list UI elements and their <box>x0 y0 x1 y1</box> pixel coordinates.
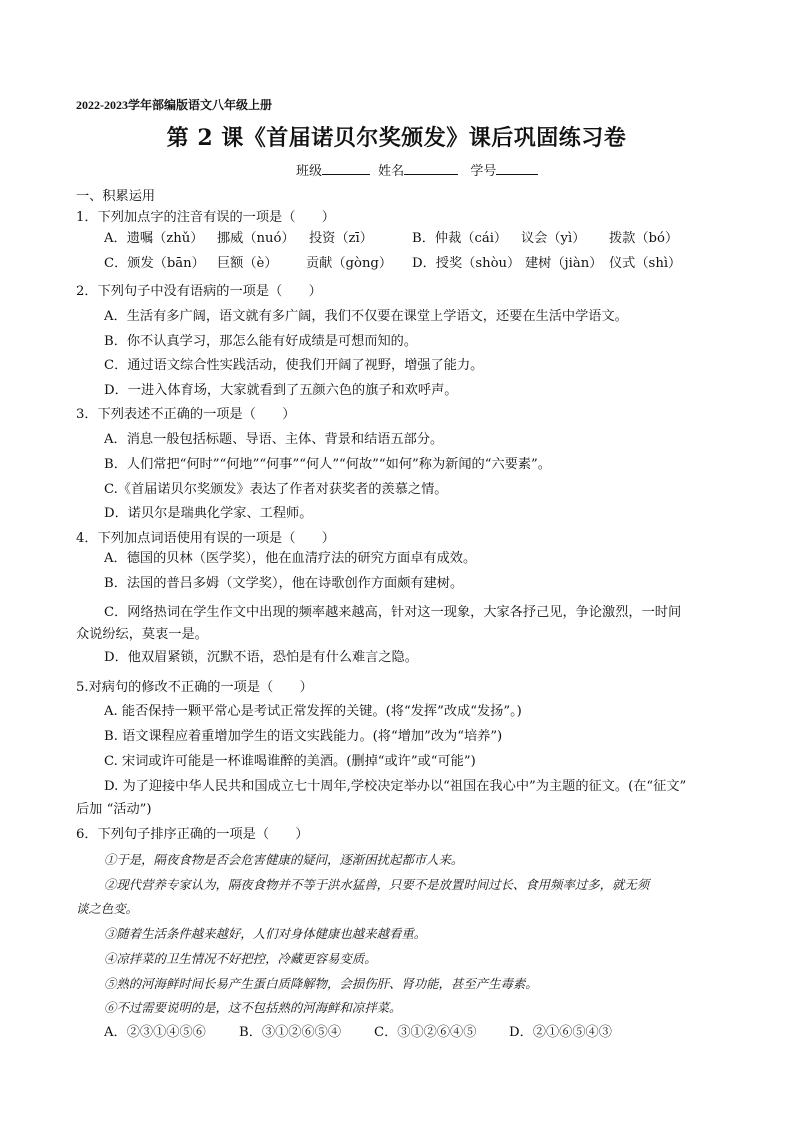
q5-option-b: B. 语文课程应着重增加学生的语文实践能力。(将“增加”改为“培养”) <box>104 729 503 744</box>
q2-option-b: B．你不认真学习，那怎么能有好成绩是可想而知的。 <box>104 334 418 349</box>
q6-stem: 6．下列句子排序正确的一项是（ ） <box>76 827 309 842</box>
q6-sentence-6: ⑥不过需要说明的是，这不包括熟的河海鲜和凉拌菜。 <box>104 1000 402 1015</box>
q4-option-b: B．法国的普吕多姆（文学奖），他在诗歌创作方面颇有建树。 <box>104 576 464 591</box>
q4-option-c-line2: 众说纷纭，莫衷一是。 <box>76 627 208 642</box>
q3-option-c: C.《首届诺贝尔奖颁发》表达了作者对获奖者的羡慕之情。 <box>104 482 448 497</box>
q2-option-c: C．通过语文综合性实践活动，使我们开阔了视野，增强了能力。 <box>104 358 484 373</box>
q1-a2: 挪威（nuó） <box>217 231 295 246</box>
q4-option-a: A．德国的贝林（医学奖），他在血清疗法的研究方面卓有成效。 <box>104 551 477 566</box>
q1-c2: 巨额（è） <box>217 256 278 271</box>
q6-option-c: C．③①②⑥④⑤ <box>374 1025 477 1040</box>
class-label: 班级 <box>296 164 323 179</box>
q3-option-a: A．消息一般包括标题、导语、主体、背景和结语五部分。 <box>104 432 444 447</box>
q5-option-d-line2: 后加 “活动”) <box>76 802 152 817</box>
q6-sentence-4: ④凉拌菜的卫生情况不好把控，冷藏更容易变质。 <box>104 951 377 966</box>
name-label: 姓名 <box>378 164 405 179</box>
q1-b3: 拨款（bó） <box>609 231 679 246</box>
q1-b2: 议会（yì） <box>521 231 586 246</box>
id-blank[interactable] <box>496 161 538 175</box>
q1-a1: A．遗嘱（zhǔ） <box>104 231 204 246</box>
q4-option-d: D．他双眉紧锁，沉默不语，恐怕是有什么难言之隐。 <box>104 650 418 665</box>
q3-stem: 3．下列表述不正确的一项是（ ） <box>76 407 296 422</box>
page-title: 第 2 课《首届诺贝尔奖颁发》课后巩固练习卷 <box>166 125 627 151</box>
q4-option-c-line1: C．网络热词在学生作文中出现的频率越来越高，针对这一现象，大家各抒己见，争论激烈，一时间 <box>104 605 682 620</box>
q6-sentence-2-line1: ②现代营养专家认为，隔夜食物并不等于洪水猛兽，只要不是放置时间过长、食用频率过多，就无须 <box>104 877 650 892</box>
q1-b1: B．仲裁（cái） <box>412 231 508 246</box>
q6-sentence-1: ①于是，隔夜食物是否会危害健康的疑问，逐渐困扰起都市人来。 <box>104 852 464 867</box>
q1-d2: 建树（jiàn） <box>525 256 603 271</box>
name-blank[interactable] <box>404 161 458 175</box>
q5-option-d-line1: D. 为了迎接中华人民共和国成立七十周年,学校决定举办以“祖国在我心中”为主题的征文。(在“征文” <box>104 779 687 794</box>
student-info-line <box>296 160 538 179</box>
q1-a3: 投资（zī） <box>309 231 373 246</box>
q1-stem: 1．下列加点字的注音有误的一项是（ ） <box>76 210 335 225</box>
q2-option-a: A．生活有多广阔，语文就有多广阔，我们不仅要在课堂上学语文，还要在生活中学语文。 <box>104 309 628 324</box>
q2-option-d: D．一进入体育场，大家就看到了五颜六色的旗子和欢呼声。 <box>104 383 458 398</box>
q6-option-d: D．②①⑥⑤④③ <box>509 1025 612 1040</box>
q5-stem: 5.对病句的修改不正确的一项是（ ） <box>76 680 313 695</box>
id-label: 学号 <box>470 164 497 179</box>
q5-option-c: C. 宋词或许可能是一杯谁喝谁醉的美酒。(删掉“或许”或“可能”) <box>104 754 476 769</box>
q6-option-b: B．③①②⑥⑤④ <box>239 1025 342 1040</box>
q1-d3: 仪式（shì） <box>609 256 682 271</box>
series-label: 2022-2023学年部编版语文八年级上册 <box>76 98 272 112</box>
section-heading: 一、积累运用 <box>76 189 156 204</box>
q3-option-b: B．人们常把“何时”“何地”“何事”“何人”“何故”“如何”称为新闻的“六要素”。 <box>104 457 551 472</box>
q4-stem: 4．下列加点词语使用有误的一项是（ ） <box>76 531 335 546</box>
q2-stem: 2．下列句子中没有语病的一项是（ ） <box>76 284 322 299</box>
q3-option-d: D．诺贝尔是瑞典化学家、工程师。 <box>104 506 313 521</box>
q6-sentence-5: ⑤熟的河海鲜时间长易产生蛋白质降解物，会损伤肝、肾功能，甚至产生毒素。 <box>104 976 538 991</box>
q1-d1: D．授奖（shòu） <box>412 256 521 271</box>
q6-sentence-3: ③随着生活条件越来越好，人们对身体健康也越来越看重。 <box>104 926 427 941</box>
q1-c3: 贡献（gòng） <box>306 256 393 271</box>
q5-option-a: A. 能否保持一颗平常心是考试正常发挥的关键。(将“发挥”改成“发扬”。) <box>104 704 522 719</box>
q1-c1: C．颁发（bān） <box>104 256 205 271</box>
class-blank[interactable] <box>322 161 370 175</box>
q6-option-a: A．②③①④⑤⑥ <box>104 1025 206 1040</box>
q6-sentence-2-line2: 谈之色变。 <box>76 901 138 916</box>
